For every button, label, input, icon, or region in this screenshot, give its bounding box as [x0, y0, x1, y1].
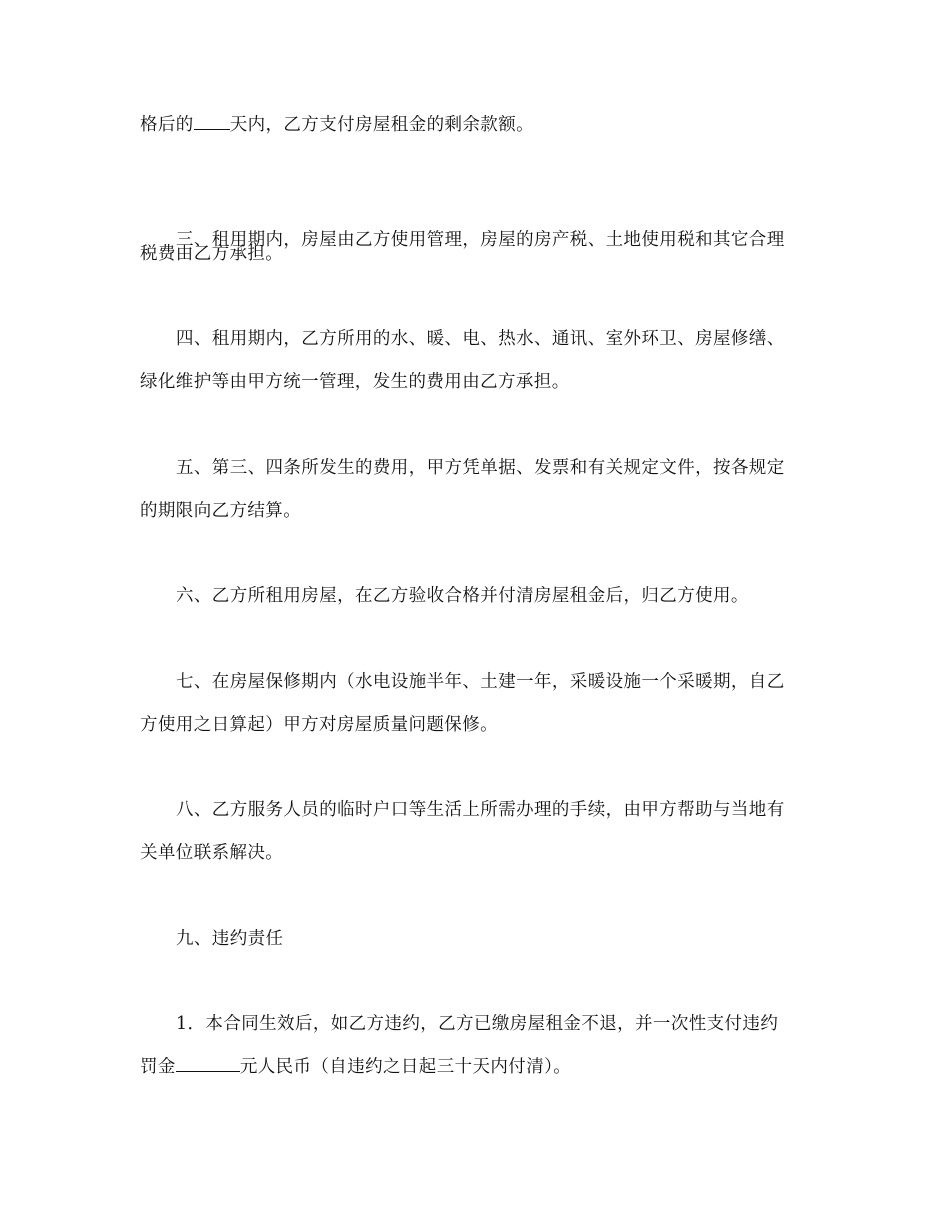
fill-in-blank-penalty — [176, 1055, 240, 1072]
clause-7-line-1: 七、在房屋保修期内（水电设施半年、土建一年，采暖设施一个采暖期，自乙 — [176, 672, 785, 692]
clause-6-line-1: 六、乙方所租用房屋，在乙方验收合格并付清房屋租金后，归乙方使用。 — [176, 586, 749, 606]
paragraph-line — [140, 1055, 571, 1079]
clause-4-line-1: 四、租用期内，乙方所用的水、暖、电、热水、通讯、室外环卫、房屋修缮、 — [176, 329, 785, 349]
clause-3-line-1: 三、租用期内，房屋由乙方使用管理，房屋的房产税、土地使用税和其它合理 — [176, 230, 785, 250]
clause-9-1-line-1: 1．本合同生效后，如乙方违约，乙方已缴房屋租金不退，并一次性支付违约 — [176, 1014, 779, 1034]
clause-9-heading: 九、违约责任 — [176, 929, 284, 949]
fill-in-blank-days — [194, 113, 230, 130]
text-fragment: 格后的 — [140, 115, 194, 135]
clause-7-line-2: 方使用之日算起）甲方对房屋质量问题保修。 — [140, 715, 498, 735]
text-fragment: 罚金 — [140, 1057, 176, 1077]
text-fragment: 天内，乙方支付房屋租金的剩余款额。 — [229, 115, 535, 135]
paragraph-line — [140, 113, 534, 137]
clause-5-line-2: 的期限向乙方结算。 — [140, 501, 302, 521]
clause-5-line-1: 五、第三、四条所发生的费用，甲方凭单据、发票和有关规定文件，按各规定 — [176, 458, 785, 478]
clause-3-line-2: 税费由乙方承担。 — [140, 244, 284, 264]
text-fragment: 元人民币（自违约之日起三十天内付清）。 — [239, 1057, 572, 1077]
clause-8-line-1: 八、乙方服务人员的临时户口等生活上所需办理的手续，由甲方帮助与当地有 — [176, 800, 785, 820]
clause-4-line-2: 绿化维护等由甲方统一管理，发生的费用由乙方承担。 — [140, 372, 570, 392]
clause-8-line-2: 关单位联系解决。 — [140, 843, 284, 863]
